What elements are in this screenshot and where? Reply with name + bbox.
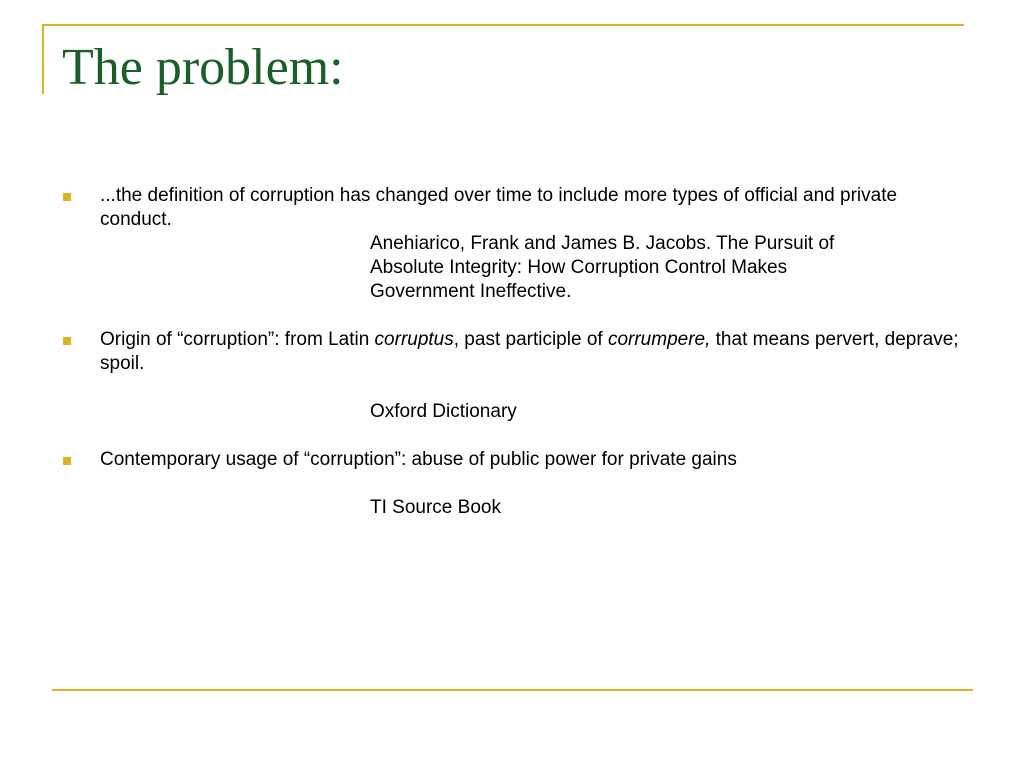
bullet-item-origin — [62, 328, 962, 424]
footer-rule — [52, 689, 973, 691]
bullet-item-definition — [62, 184, 962, 304]
bullet-text: ...the definition of corruption has changed over time to include more types of official and private conduct. — [100, 185, 898, 230]
square-bullet-icon — [63, 193, 71, 201]
square-bullet-icon — [63, 457, 71, 465]
citation: TI Source Book — [370, 497, 501, 518]
bullet-list — [62, 184, 962, 520]
citation: Oxford Dictionary — [370, 401, 517, 422]
bullet-text — [100, 328, 962, 376]
bullet-item-contemporary — [62, 448, 962, 520]
bullet-text-part: Origin of “corruption”: from Latin — [100, 329, 375, 350]
slide-title: The problem: — [62, 39, 344, 96]
square-bullet-icon — [63, 337, 71, 345]
bullet-text: Contemporary usage of “corruption”: abuse of public power for private gains — [100, 449, 737, 470]
citation: Anehiarico, Frank and James B. Jacobs. The Pursuit of Absolute Integrity: How Corruption Control Makes Government Ineffective. — [370, 233, 835, 302]
latin-term: corruptus — [374, 329, 454, 350]
bullet-text-part: , past participle of — [453, 329, 608, 350]
title-frame-top-rule — [42, 24, 964, 26]
latin-term: corrumpere, — [607, 329, 711, 350]
title-frame-left-rule — [42, 24, 44, 94]
bullet-text-part: that means pervert, deprave; spoil. — [100, 329, 959, 374]
